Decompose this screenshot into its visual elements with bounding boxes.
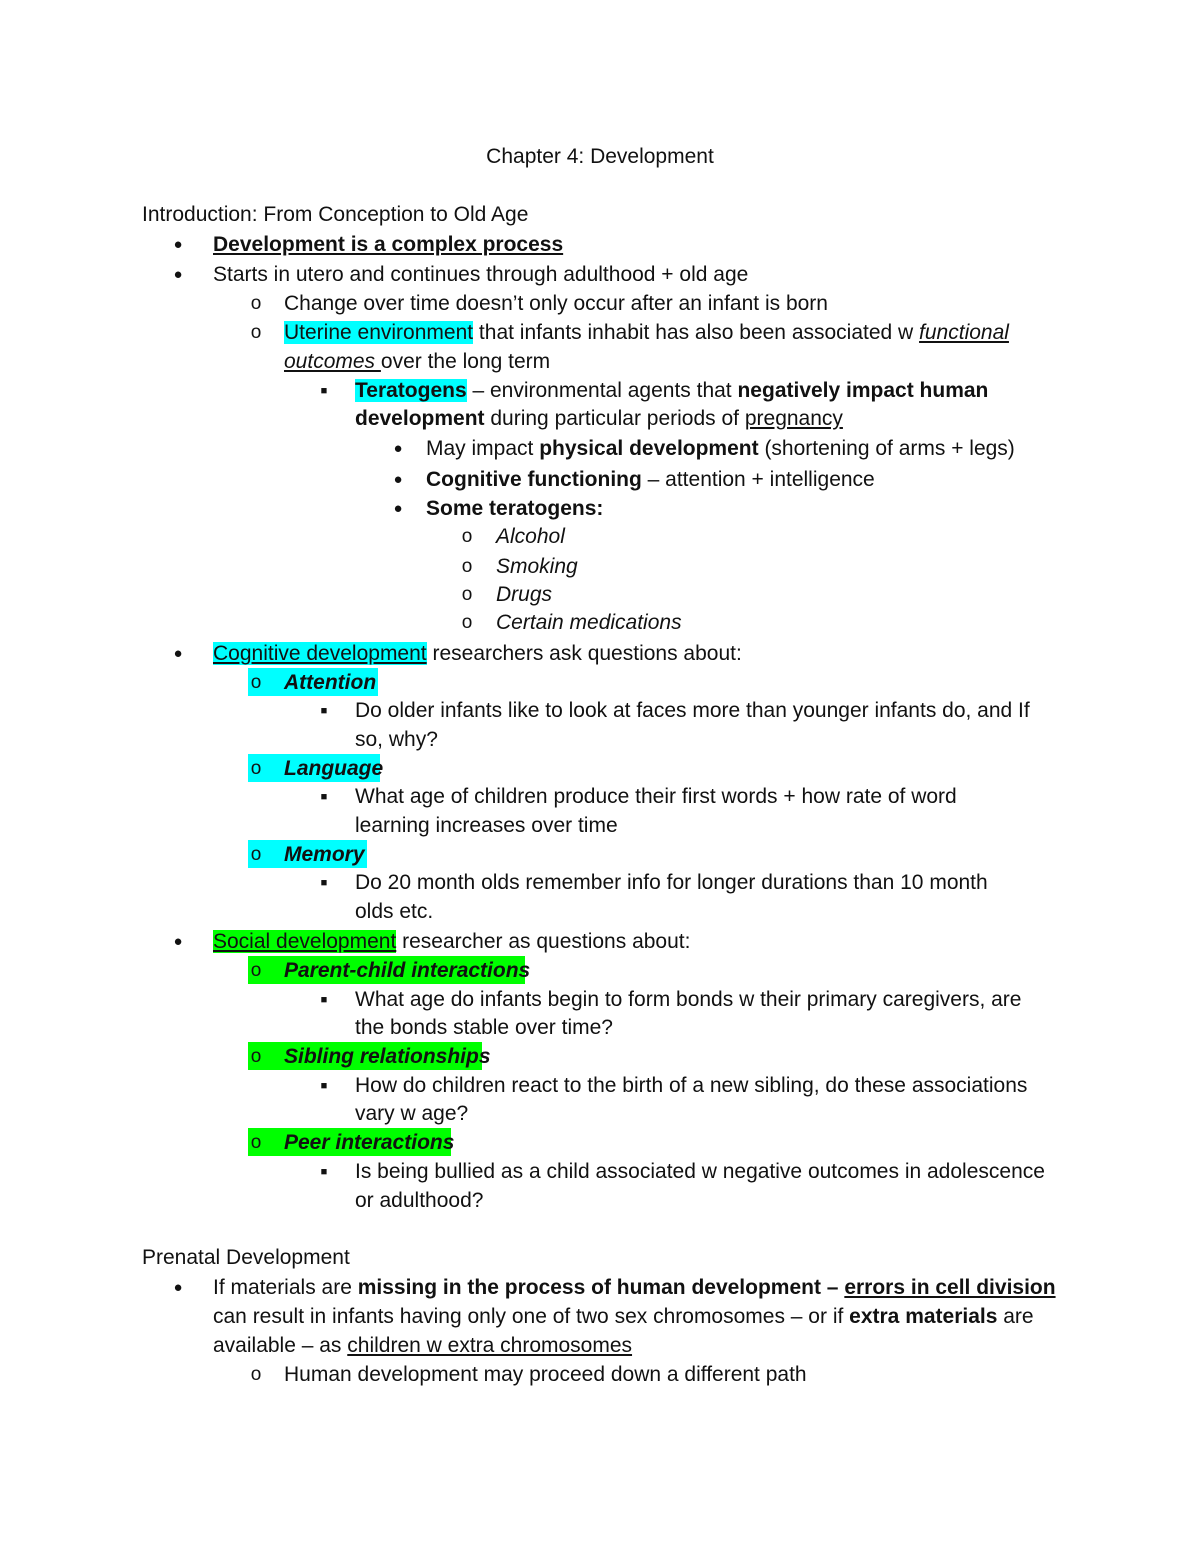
list-item-text: or adulthood? (355, 1189, 484, 1212)
bullet-icon: ● (393, 500, 403, 517)
square-bullet-icon: ■ (320, 385, 328, 397)
list-item-text: Parent-child interactions (284, 959, 531, 982)
section-heading-intro: Introduction: From Conception to Old Age (142, 203, 529, 226)
emphasis-text: functional (919, 321, 1009, 344)
circle-bullet-icon: o (250, 758, 262, 779)
text-run: – environmental agents that (466, 379, 738, 402)
list-item-text: Sibling relationships (284, 1045, 491, 1068)
list-item-text: Attention (284, 671, 377, 694)
text-run: can result in infants having only one of two sex chromosomes – or if (213, 1305, 850, 1328)
bullet-icon: ● (173, 236, 183, 253)
circle-bullet-icon: o (250, 960, 262, 981)
text-run: researchers ask questions about: (426, 642, 742, 665)
list-item-text (284, 318, 1009, 348)
list-item-text (213, 1273, 1056, 1303)
circle-bullet-icon: o (250, 1364, 262, 1385)
text-run: researcher as questions about: (396, 930, 691, 953)
list-item-text (426, 465, 875, 495)
circle-bullet-icon: o (250, 293, 262, 314)
list-item-text (213, 1302, 1034, 1332)
text-run: (shortening of arms + legs) (758, 437, 1015, 460)
emphasis-text: outcomes (284, 350, 381, 373)
bullet-icon: ● (173, 1279, 183, 1296)
list-item-text (213, 639, 742, 669)
circle-bullet-icon: o (250, 322, 262, 343)
square-bullet-icon: ■ (320, 791, 328, 803)
circle-bullet-icon: o (250, 1132, 262, 1153)
list-item-text: vary w age? (355, 1102, 469, 1125)
list-item-text (213, 927, 690, 957)
bullet-icon: ● (173, 266, 183, 283)
bold-text: missing in the process of human development – (357, 1276, 845, 1299)
list-item-text: Change over time doesn’t only occur after an infant is born (284, 292, 828, 315)
list-item-text: learning increases over time (355, 814, 618, 837)
bullet-icon: ● (393, 440, 403, 457)
circle-bullet-icon: o (250, 672, 262, 693)
circle-bullet-icon: o (461, 584, 473, 605)
square-bullet-icon: ■ (320, 1080, 328, 1092)
list-item-text (213, 1331, 632, 1361)
bullet-icon: ● (393, 471, 403, 488)
circle-bullet-icon: o (461, 612, 473, 633)
bold-text: extra materials (849, 1305, 998, 1328)
text-run: over the long term (380, 350, 551, 373)
circle-bullet-icon: o (250, 844, 262, 865)
bold-text: negatively impact human (737, 379, 989, 402)
section-heading-prenatal: Prenatal Development (142, 1246, 350, 1269)
square-bullet-icon: ■ (320, 877, 328, 889)
list-item-text: Starts in utero and continues through adulthood + old age (213, 263, 749, 286)
bullet-icon: ● (173, 645, 183, 662)
list-item-text: Some teratogens: (426, 497, 604, 520)
bold-text: Cognitive functioning (426, 468, 642, 491)
text-run: May impact (426, 437, 540, 460)
circle-bullet-icon: o (461, 526, 473, 547)
bold-underlined-text: errors in cell division (844, 1276, 1056, 1299)
list-item-text: Language (284, 757, 384, 780)
list-item-text: Development is a complex process (213, 233, 564, 256)
list-item-text (284, 347, 550, 377)
list-item-text: Peer interactions (284, 1131, 455, 1154)
list-item-text (426, 434, 1015, 464)
highlighted-term: Cognitive development (213, 642, 427, 665)
list-item-text: Do 20 month olds remember info for longer durations than 10 month (355, 871, 988, 894)
list-item-text: Do older infants like to look at faces more than younger infants do, and If (355, 699, 1030, 722)
square-bullet-icon: ■ (320, 994, 328, 1006)
list-item-text: Drugs (496, 583, 553, 606)
text-run: during particular periods of (484, 407, 745, 430)
text-run: If materials are (213, 1276, 358, 1299)
list-item-text: Is being bullied as a child associated w negative outcomes in adolescence (355, 1160, 1045, 1183)
list-item-text: How do children react to the birth of a new sibling, do these associations (355, 1074, 1028, 1097)
list-item-text: so, why? (355, 728, 438, 751)
circle-bullet-icon: o (461, 556, 473, 577)
list-item-text: Smoking (496, 555, 578, 578)
highlighted-term: Social development (213, 930, 397, 953)
list-item-text (355, 404, 843, 434)
square-bullet-icon: ■ (320, 705, 328, 717)
bold-text: physical development (539, 437, 759, 460)
text-run: are (997, 1305, 1034, 1328)
list-item-text: Alcohol (496, 525, 565, 548)
bold-text: development (355, 407, 485, 430)
list-item-text: olds etc. (355, 900, 434, 923)
text-run: available – as (213, 1334, 348, 1357)
bullet-icon: ● (173, 933, 183, 950)
list-item-text: Certain medications (496, 611, 682, 634)
list-item-text: Human development may proceed down a different path (284, 1363, 807, 1386)
underlined-text: pregnancy (744, 407, 843, 430)
text-run: – attention + intelligence (641, 468, 875, 491)
list-item-text (355, 376, 988, 406)
highlighted-term: Teratogens (355, 379, 467, 402)
square-bullet-icon: ■ (320, 1166, 328, 1178)
list-item-text: What age do infants begin to form bonds w their primary caregivers, are (355, 988, 1022, 1011)
highlighted-term: Uterine environment (284, 321, 474, 344)
list-item-text: the bonds stable over time? (355, 1016, 613, 1039)
page-title: Chapter 4: Development (486, 145, 714, 168)
list-item-text: What age of children produce their first words + how rate of word (355, 785, 957, 808)
text-run: that infants inhabit has also been associated w (473, 321, 920, 344)
list-item-text: Memory (284, 843, 365, 866)
circle-bullet-icon: o (250, 1046, 262, 1067)
underlined-text: children w extra chromosomes (347, 1334, 633, 1357)
